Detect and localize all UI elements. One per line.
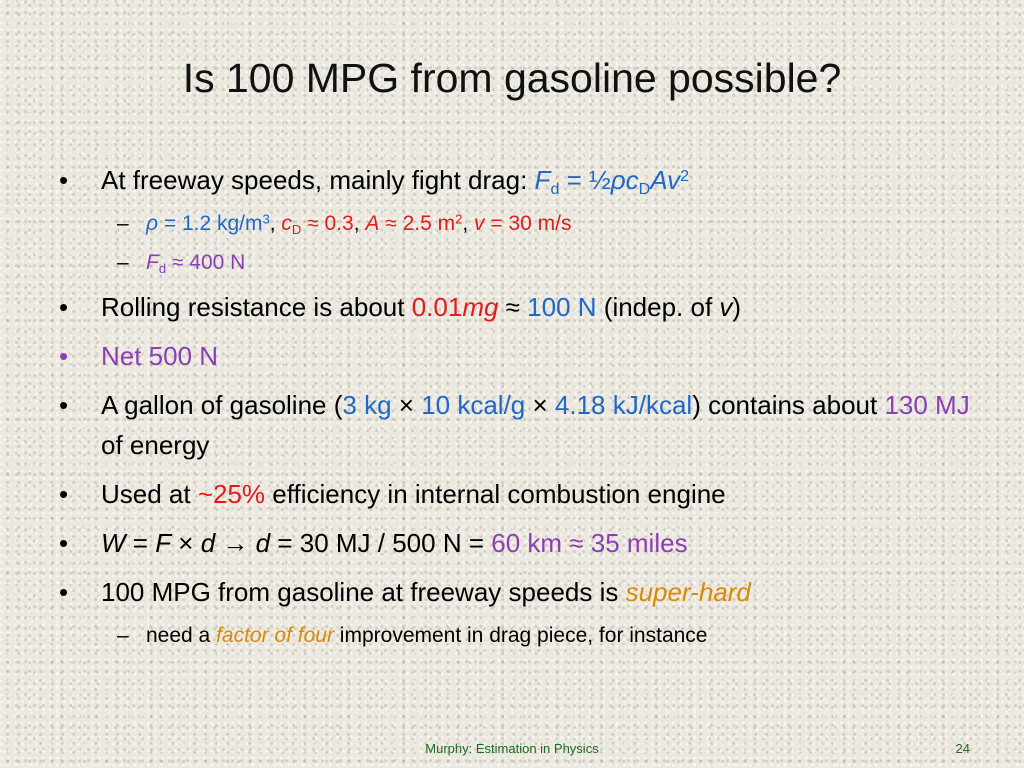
text-segment: W (101, 528, 126, 558)
text-segment: 4.18 kJ/kcal (554, 390, 693, 420)
text-segment: d (200, 528, 216, 558)
text-segment: 60 km ≈ 35 miles (491, 528, 688, 558)
text-segment: , (462, 212, 475, 235)
text-segment: ≈ 0.3 (301, 212, 354, 235)
text-segment: = 1.2 kg/m (158, 212, 263, 235)
text-segment: 10 kcal/g (421, 390, 526, 420)
text-segment: → (215, 528, 256, 558)
text-segment: 2 (455, 211, 463, 227)
text-segment: D (638, 179, 651, 198)
text-segment: (indep. of (596, 292, 720, 322)
text-segment: need a (146, 624, 217, 647)
bullet-item (55, 474, 985, 514)
bullet-item (55, 523, 985, 563)
bullet-marker: • (59, 390, 69, 420)
text-segment: 3 (262, 211, 270, 227)
sub-bullet-item (55, 248, 985, 278)
text-segment: ρc (610, 165, 639, 195)
text-segment: , (353, 212, 366, 235)
text-segment: ≈ (498, 292, 528, 322)
text-segment: , (269, 212, 282, 235)
sub-bullet-item (55, 621, 985, 651)
bullet-marker: • (59, 479, 69, 509)
slide-title: Is 100 MPG from gasoline possible? (182, 55, 842, 101)
text-segment: improvement in drag piece, for instance (333, 624, 708, 647)
text-segment: v (719, 292, 733, 322)
text-segment: At freeway speeds, mainly fight drag: (101, 165, 535, 195)
text-segment: 0.01 (411, 292, 463, 322)
dash-marker: – (117, 212, 129, 235)
text-segment: × (171, 528, 201, 558)
text-segment: Rolling resistance is about (101, 292, 412, 322)
bullet-marker: • (59, 165, 69, 195)
text-segment: 130 MJ (884, 390, 970, 420)
text-segment: ρ (146, 212, 159, 235)
text-segment: × (525, 390, 555, 420)
text-segment: × (391, 390, 422, 420)
text-segment: super-hard (625, 577, 751, 607)
text-segment: efficiency in internal combustion engine (265, 479, 726, 509)
bullet-item (55, 572, 985, 612)
text-segment: 3 kg (342, 390, 392, 420)
bullet-marker: • (59, 341, 69, 371)
text-segment: A gallon of gasoline ( (101, 390, 343, 420)
sub-bullet-item (55, 209, 985, 239)
text-segment: F (146, 251, 159, 274)
bullet-item (55, 336, 985, 376)
bullet-marker: • (59, 577, 69, 607)
bullet-item (55, 160, 985, 200)
text-segment: Net 500 N (101, 341, 219, 371)
text-segment: F (155, 528, 172, 558)
text-segment: ≈ 400 N (166, 251, 246, 274)
text-segment: 100 MPG from gasoline at freeway speeds is (101, 577, 626, 607)
page-number: 24 (955, 741, 970, 756)
text-segment: v (474, 212, 485, 235)
text-segment: ) contains about (692, 390, 885, 420)
bullet-marker: • (59, 528, 69, 558)
text-segment: Used at (101, 479, 198, 509)
text-segment: 2 (680, 166, 690, 185)
text-segment: F (534, 165, 551, 195)
text-segment: ) (732, 292, 742, 322)
text-segment: = ½ (559, 165, 611, 195)
text-segment: of energy (101, 430, 210, 460)
text-segment: ≈ 2.5 m (379, 212, 456, 235)
text-segment: = 30 m/s (484, 212, 572, 235)
bullet-item (55, 287, 985, 327)
text-segment: Av (650, 165, 681, 195)
text-segment: 100 N (527, 292, 597, 322)
text-segment: D (291, 221, 302, 237)
text-segment: c (281, 212, 292, 235)
text-segment: d (550, 179, 560, 198)
text-segment: A (365, 212, 380, 235)
text-segment: ~25% (197, 479, 266, 509)
dash-marker: – (117, 251, 129, 274)
bullet-marker: • (59, 292, 69, 322)
bullet-list (55, 160, 985, 660)
text-segment: d (255, 528, 271, 558)
text-segment: = 30 MJ / 500 N = (270, 528, 492, 558)
slide-footer: Murphy: Estimation in Physics (425, 741, 599, 756)
bullet-item (55, 385, 985, 465)
text-segment: d (158, 260, 167, 276)
text-segment: mg (462, 292, 499, 322)
text-segment: = (125, 528, 156, 558)
dash-marker: – (117, 624, 129, 647)
text-segment: factor of four (216, 624, 334, 647)
